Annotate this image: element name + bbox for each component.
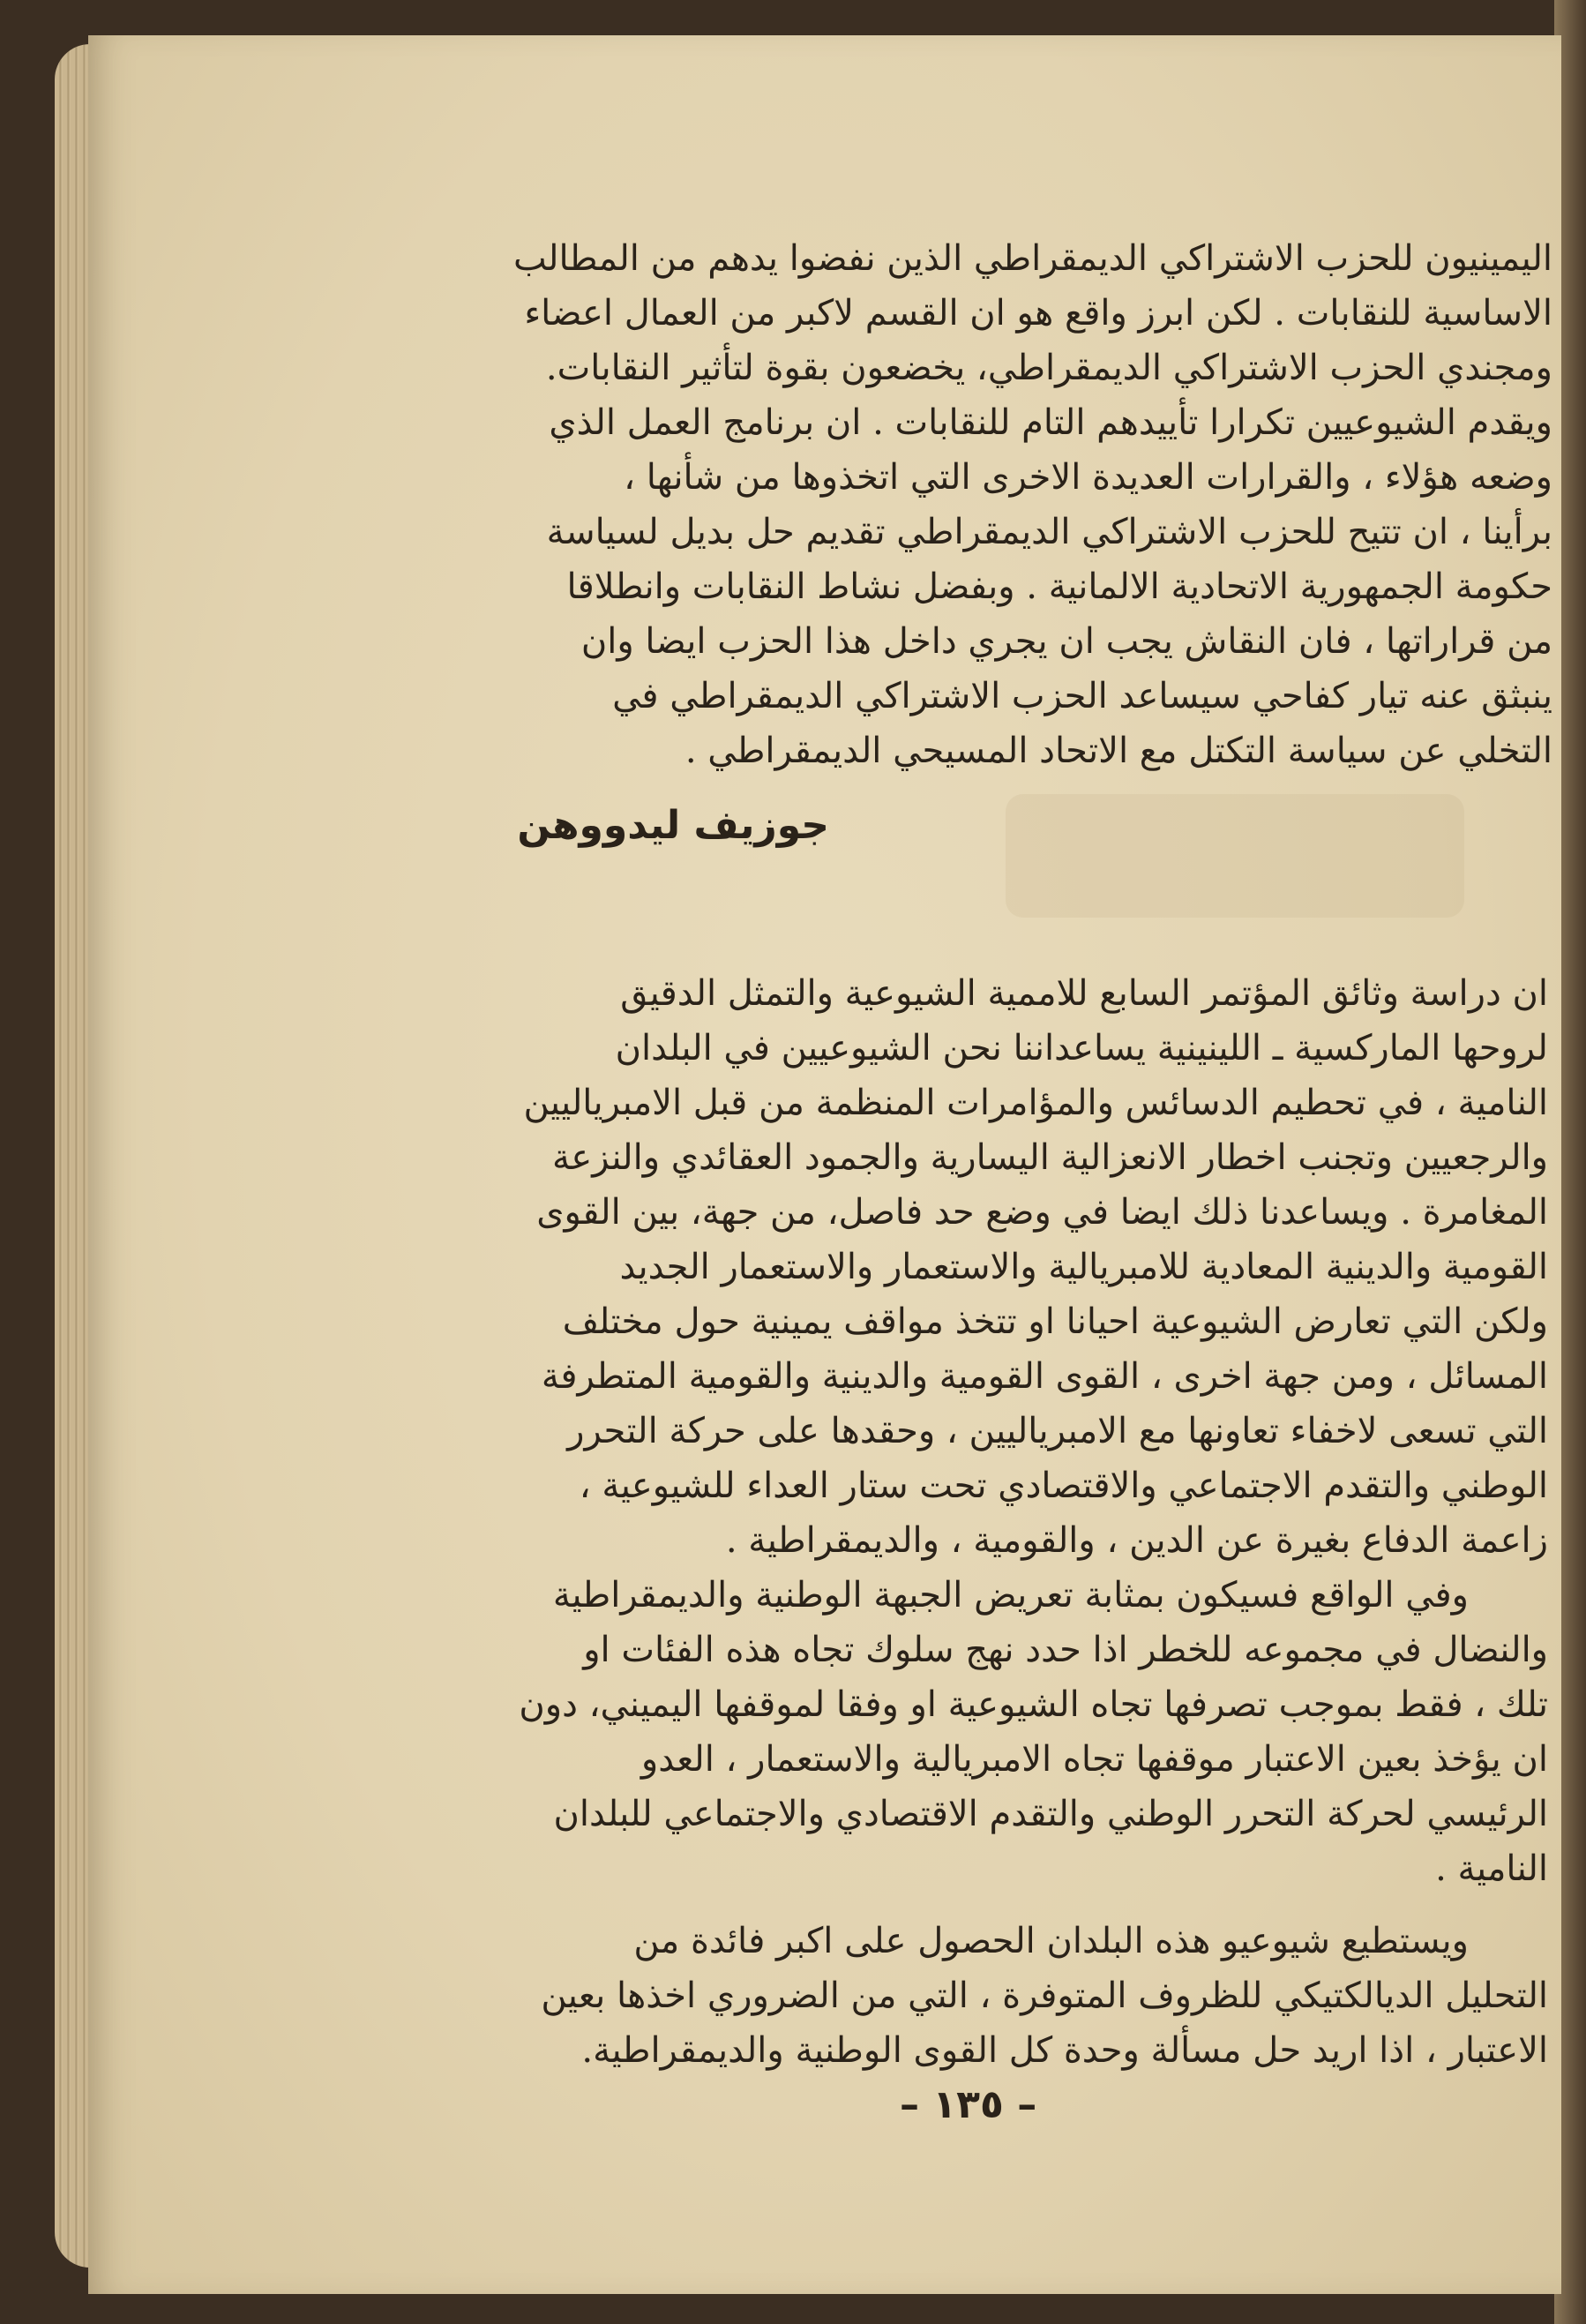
text-line: التحليل الديالكتيكي للظروف المتوفرة ، التي من الضروري اخذها بعين	[541, 1975, 1548, 2016]
text-line: الاساسية للنقابات . لكن ابرز واقع هو ان القسم لاكبر من العمال اعضاء	[524, 293, 1552, 334]
paragraph-4	[384, 1914, 1548, 2078]
main-section	[384, 966, 1548, 2078]
book-page	[88, 35, 1561, 2294]
text-line: زاعمة الدفاع بغيرة عن الدين ، والقومية ، والديمقراطية .	[725, 1520, 1548, 1561]
paragraph-2	[384, 966, 1548, 1568]
text-line: التي تسعى لاخفاء تعاونها مع الامبرياليين ، وحقدها على حركة التحرر	[567, 1411, 1548, 1451]
text-line: وضعه هؤلاء ، والقرارات العديدة الاخرى التي اتخذوها من شأنها ،	[624, 457, 1552, 498]
paragraph-1	[388, 231, 1552, 791]
text-line: برأينا ، ان تتيح للحزب الاشتراكي الديمقراطي تقديم حل بديل لسياسة	[546, 512, 1552, 552]
text-line: ان يؤخذ بعين الاعتبار موقفها تجاه الامبريالية والاستعمار ، العدو	[640, 1739, 1548, 1780]
text-line: ولكن التي تعارض الشيوعية احيانا او تتخذ مواقف يمينية حول مختلف	[562, 1301, 1548, 1342]
text-line: حكومة الجمهورية الاتحادية الالمانية . وبفضل نشاط النقابات وانطلاقا	[566, 566, 1552, 607]
author-signature: جوزيف ليدووهن	[517, 803, 829, 848]
text-line: ويستطيع شيوعيو هذه البلدان الحصول على اكبر فائدة من	[633, 1921, 1469, 1961]
page-number: – ١٣٥ –	[900, 2082, 1037, 2127]
text-line: المغامرة . ويساعدنا ذلك ايضا في وضع حد فاصل، من جهة، بين القوى	[536, 1192, 1548, 1233]
text-line: الاعتبار ، اذا اريد حل مسألة وحدة كل القوى الوطنية والديمقراطية.	[581, 2030, 1548, 2071]
paragraph-gap	[384, 1896, 1548, 1914]
text-line: ومجندي الحزب الاشتراكي الديمقراطي، يخضعون بقوة لتأثير النقابات.	[545, 348, 1552, 388]
paragraph-3	[384, 1568, 1548, 1896]
text-line: وفي الواقع فسيكون بمثابة تعريض الجبهة الوطنية والديمقراطية	[552, 1575, 1469, 1616]
text-line: ينبثق عنه تيار كفاحي سيساعد الحزب الاشتراكي الديمقراطي في	[612, 676, 1552, 716]
text-line: النامية .	[1435, 1848, 1548, 1889]
text-line: تلك ، فقط بموجب تصرفها تجاه الشيوعية او وفقا لموقفها اليميني، دون	[519, 1684, 1548, 1725]
text-line: اليمينيون للحزب الاشتراكي الديمقراطي الذين نفضوا يدهم من المطالب	[513, 238, 1552, 279]
paper-stain	[1006, 794, 1464, 918]
text-line: من قراراتها ، فان النقاش يجب ان يجري داخل هذا الحزب ايضا وان	[580, 621, 1552, 662]
text-line: ان دراسة وثائق المؤتمر السابع للاممية الشيوعية والتمثل الدقيق	[620, 973, 1548, 1014]
text-line: التخلي عن سياسة التكتل مع الاتحاد المسيحي الديمقراطي .	[685, 731, 1552, 771]
text-line: الرئيسي لحركة التحرر الوطني والتقدم الاقتصادي والاجتماعي للبلدان	[553, 1794, 1548, 1834]
text-line: الوطني والتقدم الاجتماعي والاقتصادي تحت ستار العداء للشيوعية ،	[579, 1466, 1548, 1506]
text-line: النامية ، في تحطيم الدسائس والمؤامرات المنظمة من قبل الامبرياليين	[523, 1083, 1548, 1123]
text-line: لروحها الماركسية ـ اللينينية يساعداننا نحن الشيوعيين في البلدان	[615, 1028, 1548, 1068]
text-line: المسائل ، ومن جهة اخرى ، القوى القومية والدينية والقومية المتطرفة	[541, 1356, 1548, 1397]
text-line: والرجعيين وتجنب اخطار الانعزالية اليسارية والجمود العقائدي والنزعة	[551, 1137, 1548, 1178]
text-line: القومية والدينية المعادية للامبريالية والاستعمار والاستعمار الجديد	[619, 1247, 1548, 1287]
text-line: والنضال في مجموعه للخطر اذا حدد نهج سلوك تجاه هذه الفئات او	[583, 1630, 1548, 1670]
text-line: ويقدم الشيوعيين تكرارا تأييدهم التام للنقابات . ان برنامج العمل الذي	[549, 402, 1552, 443]
